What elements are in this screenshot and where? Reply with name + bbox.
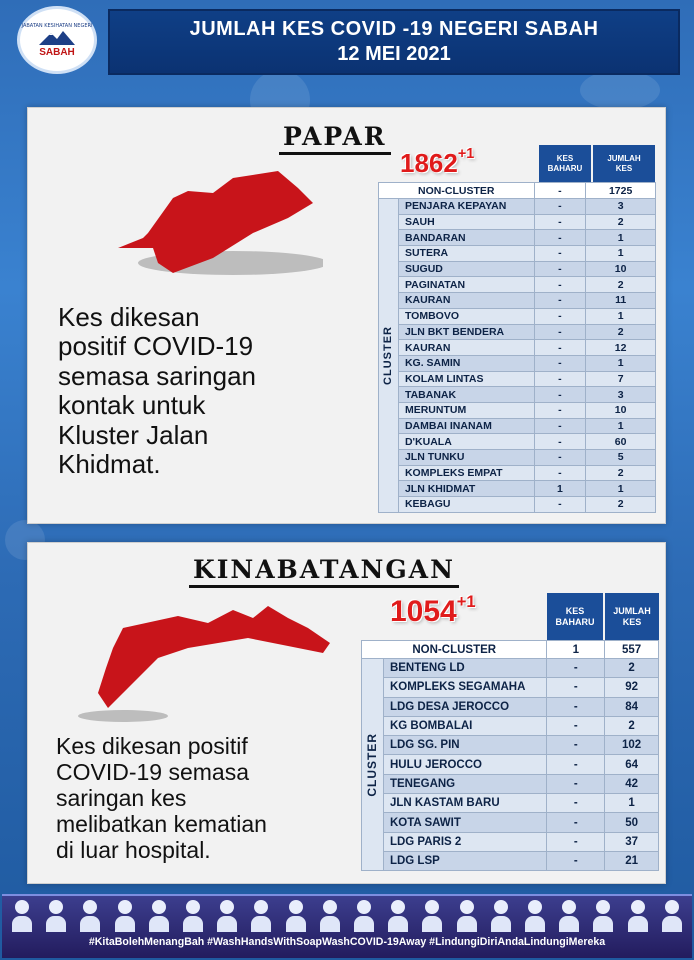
cell-total: 2 bbox=[586, 465, 656, 481]
cluster-name: KG. SAMIN bbox=[398, 355, 534, 371]
cell-new: - bbox=[534, 214, 586, 230]
table-row bbox=[379, 214, 656, 230]
cell-total: 64 bbox=[605, 755, 659, 774]
cell-new: - bbox=[534, 183, 586, 199]
cell-new: - bbox=[547, 678, 605, 697]
column-header-total: JUMLAH KES bbox=[605, 593, 659, 641]
table-row bbox=[362, 832, 659, 851]
cluster-name: PAGINATAN bbox=[398, 277, 534, 293]
cell-total: 1 bbox=[586, 355, 656, 371]
description-line: kontak untuk bbox=[58, 390, 206, 421]
table-row bbox=[379, 246, 656, 262]
cell-total: 2 bbox=[586, 214, 656, 230]
cluster-name: D'KUALA bbox=[398, 434, 534, 450]
person-icon bbox=[286, 900, 306, 934]
cluster-name: DAMBAI INANAM bbox=[398, 418, 534, 434]
case-description bbox=[58, 303, 256, 479]
cell-total: 2 bbox=[605, 659, 659, 678]
cell-total: 557 bbox=[605, 641, 659, 659]
cell-new: - bbox=[534, 418, 586, 434]
cell-total: 102 bbox=[605, 736, 659, 755]
district-name: PAPAR bbox=[283, 122, 387, 151]
logo-word: SABAH bbox=[39, 46, 75, 58]
person-icon bbox=[183, 900, 203, 934]
cell-new: - bbox=[534, 246, 586, 262]
description-line: semasa saringan bbox=[58, 360, 256, 391]
cluster-name: KG BOMBALAI bbox=[383, 716, 547, 735]
papar-panel bbox=[27, 107, 666, 524]
cell-total: 10 bbox=[586, 402, 656, 418]
cell-new: - bbox=[534, 497, 586, 513]
cell-total: 1725 bbox=[586, 183, 656, 199]
case-description bbox=[56, 733, 267, 863]
person-icon bbox=[559, 900, 579, 934]
table-row bbox=[362, 659, 659, 678]
table-row bbox=[379, 199, 656, 215]
table-row bbox=[362, 678, 659, 697]
table-row bbox=[379, 371, 656, 387]
table-row bbox=[379, 324, 656, 340]
cell-new: - bbox=[534, 308, 586, 324]
district-name: KINABATANGAN bbox=[193, 555, 455, 584]
cell-new: - bbox=[534, 340, 586, 356]
table-row bbox=[379, 497, 656, 513]
person-icon bbox=[80, 900, 100, 934]
table-row bbox=[362, 813, 659, 832]
person-icon bbox=[491, 900, 511, 934]
table-row bbox=[379, 355, 656, 371]
cluster-name: JLN KHIDMAT bbox=[398, 481, 534, 497]
table-row bbox=[362, 736, 659, 755]
page-header bbox=[108, 9, 680, 75]
cluster-name: TENEGANG bbox=[383, 774, 547, 793]
cell-new: - bbox=[547, 851, 605, 870]
cluster-name: BENTENG LD bbox=[383, 659, 547, 678]
cell-new: 1 bbox=[534, 481, 586, 497]
cell-new: - bbox=[534, 465, 586, 481]
table-row bbox=[362, 716, 659, 735]
non-cluster-label: NON-CLUSTER bbox=[379, 183, 535, 199]
cluster-name: JLN KASTAM BARU bbox=[383, 794, 547, 813]
cell-new: - bbox=[547, 659, 605, 678]
table-row bbox=[379, 481, 656, 497]
person-icon bbox=[46, 900, 66, 934]
cell-total: 5 bbox=[586, 450, 656, 466]
table-row bbox=[362, 697, 659, 716]
person-icon bbox=[115, 900, 135, 934]
papar-case-table bbox=[378, 182, 656, 513]
cell-new: - bbox=[534, 293, 586, 309]
sabah-health-logo bbox=[17, 6, 97, 74]
cell-total: 7 bbox=[586, 371, 656, 387]
description-line: melibatkan kematian bbox=[56, 810, 267, 837]
kinabatangan-panel bbox=[27, 542, 666, 884]
cluster-name: KOLAM LINTAS bbox=[398, 371, 534, 387]
table-row bbox=[379, 465, 656, 481]
page-date: 12 MEI 2021 bbox=[337, 43, 451, 65]
person-icon bbox=[593, 900, 613, 934]
cell-total: 3 bbox=[586, 199, 656, 215]
district-total bbox=[390, 595, 476, 629]
cell-new: - bbox=[534, 434, 586, 450]
cluster-name: KOTA SAWIT bbox=[383, 813, 547, 832]
table-row bbox=[379, 434, 656, 450]
total-value: 1054 bbox=[390, 595, 457, 628]
papar-map bbox=[113, 163, 323, 283]
cluster-name: KAURAN bbox=[398, 293, 534, 309]
cell-total: 92 bbox=[605, 678, 659, 697]
cell-new: - bbox=[547, 813, 605, 832]
district-total bbox=[400, 148, 474, 179]
cell-total: 1 bbox=[586, 481, 656, 497]
person-icon bbox=[628, 900, 648, 934]
person-icon bbox=[354, 900, 374, 934]
person-icon bbox=[525, 900, 545, 934]
cell-new: - bbox=[547, 736, 605, 755]
cell-new: - bbox=[547, 794, 605, 813]
table-row bbox=[379, 418, 656, 434]
person-icon bbox=[422, 900, 442, 934]
table-row bbox=[379, 293, 656, 309]
cell-total: 2 bbox=[605, 716, 659, 735]
table-row bbox=[379, 402, 656, 418]
person-icon bbox=[320, 900, 340, 934]
cluster-name: KAURAN bbox=[398, 340, 534, 356]
cluster-name: KOMPLEKS SEGAMAHA bbox=[383, 678, 547, 697]
cluster-name: LDG LSP bbox=[383, 851, 547, 870]
table-row bbox=[379, 340, 656, 356]
cell-total: 1 bbox=[605, 794, 659, 813]
person-icon bbox=[662, 900, 682, 934]
cluster-name: KOMPLEKS EMPAT bbox=[398, 465, 534, 481]
cell-total: 37 bbox=[605, 832, 659, 851]
cell-new: - bbox=[547, 697, 605, 716]
cluster-name: TABANAK bbox=[398, 387, 534, 403]
cell-new: - bbox=[547, 755, 605, 774]
cluster-name: SUTERA bbox=[398, 246, 534, 262]
cluster-label-cell bbox=[362, 659, 384, 871]
cluster-name: HULU JEROCCO bbox=[383, 755, 547, 774]
table-row bbox=[362, 641, 659, 659]
description-line: COVID-19 semasa bbox=[56, 758, 250, 785]
cluster-name: JLN TUNKU bbox=[398, 450, 534, 466]
footer-banner bbox=[2, 894, 692, 958]
table-row bbox=[362, 774, 659, 793]
cell-total: 1 bbox=[586, 230, 656, 246]
table-row bbox=[362, 851, 659, 870]
mountain-icon bbox=[37, 29, 77, 47]
cell-new: - bbox=[534, 324, 586, 340]
total-new: +1 bbox=[457, 146, 475, 162]
cell-new: - bbox=[534, 355, 586, 371]
cell-new: - bbox=[534, 402, 586, 418]
cell-total: 1 bbox=[586, 308, 656, 324]
cell-new: 1 bbox=[547, 641, 605, 659]
cluster-label: CLUSTER bbox=[365, 732, 380, 797]
description-line: Kluster Jalan bbox=[58, 419, 209, 450]
cell-total: 21 bbox=[605, 851, 659, 870]
table-row bbox=[379, 183, 656, 199]
column-header-total: JUMLAH KES bbox=[593, 145, 655, 183]
cell-total: 10 bbox=[586, 261, 656, 277]
cell-total: 2 bbox=[586, 277, 656, 293]
page-title: JUMLAH KES COVID -19 NEGERI SABAH bbox=[189, 18, 599, 40]
cell-total: 2 bbox=[586, 497, 656, 513]
table-row bbox=[379, 261, 656, 277]
cluster-label: CLUSTER bbox=[382, 325, 395, 385]
total-value: 1862 bbox=[400, 148, 458, 178]
cell-new: - bbox=[534, 199, 586, 215]
cell-new: - bbox=[534, 387, 586, 403]
cluster-name: KEBAGU bbox=[398, 497, 534, 513]
description-line: Kes dikesan positif bbox=[56, 733, 248, 759]
kinabatangan-case-table bbox=[361, 640, 659, 871]
cell-new: - bbox=[534, 277, 586, 293]
cluster-name: TOMBOVO bbox=[398, 308, 534, 324]
cluster-name: BANDARAN bbox=[398, 230, 534, 246]
person-icon bbox=[12, 900, 32, 934]
cell-total: 3 bbox=[586, 387, 656, 403]
cell-new: - bbox=[547, 774, 605, 793]
virus-decoration bbox=[580, 70, 660, 110]
table-row bbox=[379, 230, 656, 246]
description-line: saringan kes bbox=[56, 784, 187, 811]
person-icon bbox=[457, 900, 477, 934]
description-line: Kes dikesan bbox=[58, 302, 200, 332]
kinabatangan-map bbox=[68, 598, 338, 728]
cluster-name: SAUH bbox=[398, 214, 534, 230]
cell-new: - bbox=[547, 716, 605, 735]
frontliners-strip bbox=[12, 900, 682, 934]
logo-arc-text: JABATAN KESIHATAN NEGERI bbox=[21, 22, 93, 29]
cell-total: 1 bbox=[586, 418, 656, 434]
description-line: di luar hospital. bbox=[56, 836, 211, 863]
cell-total: 11 bbox=[586, 293, 656, 309]
table-row bbox=[379, 450, 656, 466]
cell-new: - bbox=[534, 371, 586, 387]
person-icon bbox=[251, 900, 271, 934]
cell-new: - bbox=[534, 450, 586, 466]
cluster-name: LDG SG. PIN bbox=[383, 736, 547, 755]
cell-total: 60 bbox=[586, 434, 656, 450]
non-cluster-label: NON-CLUSTER bbox=[362, 641, 547, 659]
description-line: positif COVID-19 bbox=[58, 331, 254, 362]
column-header-new: KES BAHARU bbox=[547, 593, 603, 641]
table-row bbox=[362, 794, 659, 813]
cluster-name: LDG DESA JEROCCO bbox=[383, 697, 547, 716]
description-line: Khidmat. bbox=[58, 448, 161, 479]
cluster-name: SUGUD bbox=[398, 261, 534, 277]
table-row bbox=[379, 277, 656, 293]
table-row bbox=[379, 387, 656, 403]
hashtag-line: #KitaBolehMenangBah #WashHandsWithSoapWashCOVID-19Away #LindungiDiriAndaLindungiMereka bbox=[88, 936, 606, 948]
cell-total: 50 bbox=[605, 813, 659, 832]
cluster-name: PENJARA KEPAYAN bbox=[398, 199, 534, 215]
column-header-new: KES BAHARU bbox=[539, 145, 591, 183]
cluster-name: MERUNTUM bbox=[398, 402, 534, 418]
cell-total: 12 bbox=[586, 340, 656, 356]
table-row bbox=[362, 755, 659, 774]
person-icon bbox=[388, 900, 408, 934]
cell-new: - bbox=[534, 230, 586, 246]
cell-new: - bbox=[547, 832, 605, 851]
cluster-name: JLN BKT BENDERA bbox=[398, 324, 534, 340]
person-icon bbox=[149, 900, 169, 934]
total-new: +1 bbox=[456, 593, 476, 611]
cell-total: 1 bbox=[586, 246, 656, 262]
cluster-label-cell bbox=[379, 199, 399, 513]
cell-total: 2 bbox=[586, 324, 656, 340]
table-row bbox=[379, 308, 656, 324]
cell-total: 84 bbox=[605, 697, 659, 716]
cell-total: 42 bbox=[605, 774, 659, 793]
cell-new: - bbox=[534, 261, 586, 277]
person-icon bbox=[217, 900, 237, 934]
cluster-name: LDG PARIS 2 bbox=[383, 832, 547, 851]
